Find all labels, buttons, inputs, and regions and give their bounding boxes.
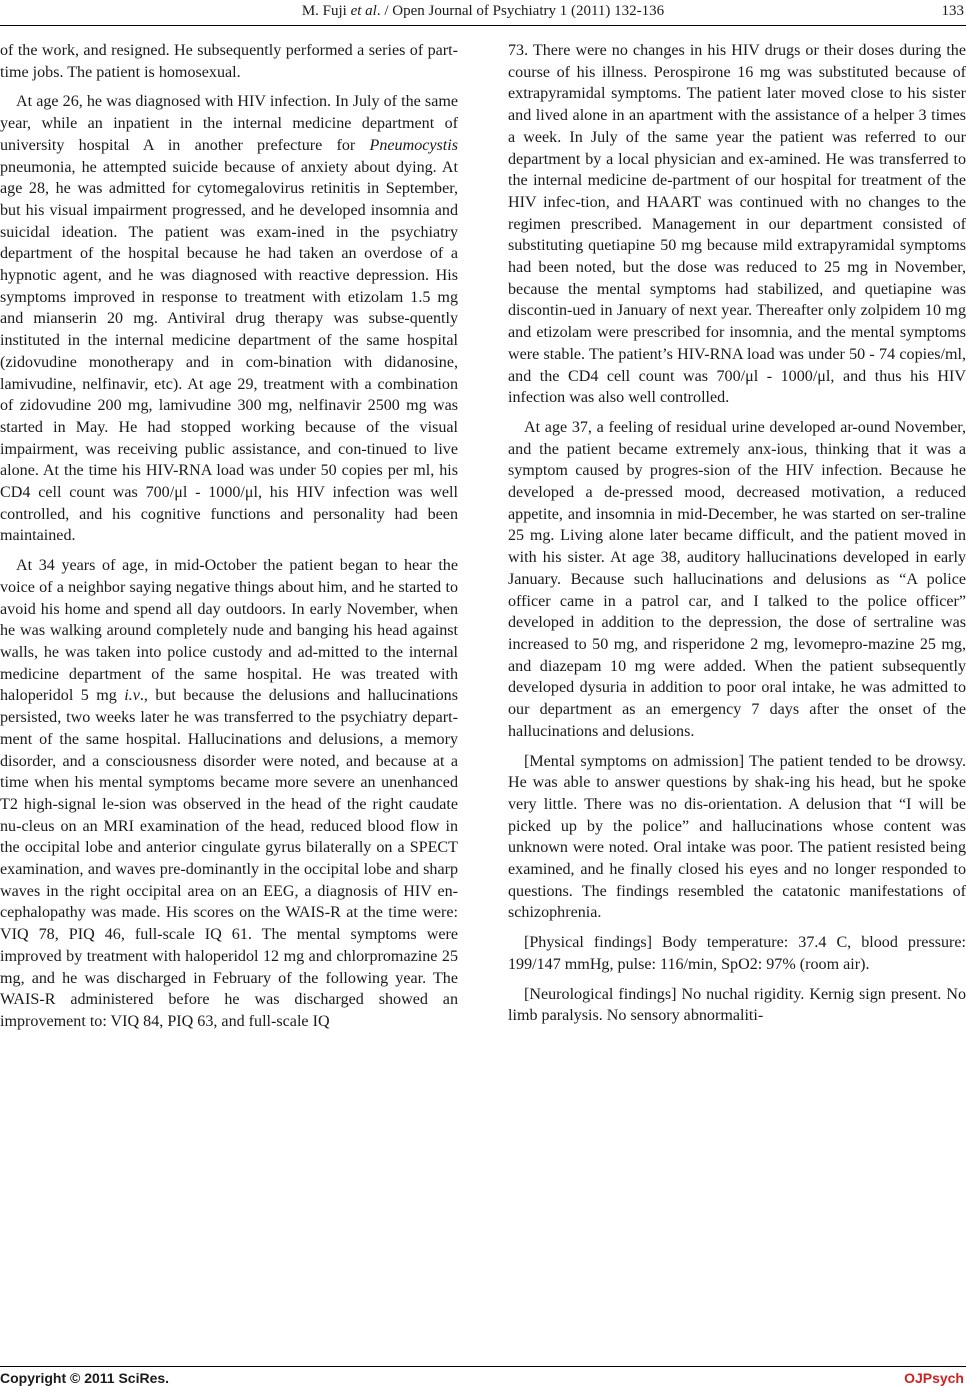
paragraph-neurological-findings: [Neurological findings] No nuchal rigidity. Kernig sign present. No limb paralysis. No sensory abnormaliti-	[508, 985, 966, 1025]
paragraph-mental-symptoms: [Mental symptoms on admission] The patient tended to be drowsy. He was able to answer questions by shak-ing his head, but he spoke very little. There was no dis-orientation. A delusion that “I will be picked up by the police” and hallucinations whose content was unknown were noted. Oral intake was poor. The patient resisted being examined, and he finally closed his eyes and no longer responded to questions. The findings resembled the catatonic manifestations of schizophrenia.	[508, 752, 966, 922]
header-rule	[0, 25, 966, 26]
right-column	[508, 40, 966, 1035]
footer-rule	[0, 1366, 966, 1367]
paragraph: 73. There were no changes in his HIV drugs or their doses during the course of his illness. Perospirone 16 mg was substituted because of extrapyramidal symptoms. The patient later moved close to his sister and lived alone in an apartment with the assistance of a helper 3 times a week. In July of the same year the patient was referred to our department by a local physician and ex-amined. He was transferred to the internal medicine de-partment of our hospital for treatment of the HIV infec-tion, and HAART was continued with no changes to the regimen prescribed. Management in our department consisted of substituting quetiapine 50 mg because mild extrapyramidal symptoms had been noted, but the dose was reduced to 25 mg in November, because the mental symptoms had stabilized, and quetiapine was discontin-ued in January of next year. Thereafter only zolpidem 10 mg and etizolam were prescribed for insomnia, and the mental symptoms were stable. The patient’s HIV-RNA load was under 50 - 74 copies/ml, and the CD4 cell count was 700/μl - 1000/μl, and thus his HIV infection was also well controlled.	[508, 42, 966, 407]
page-number: 133	[941, 3, 964, 19]
running-header	[0, 0, 966, 26]
paragraph: At age 26, he was diagnosed with HIV infection. In July of the same year, while an inpatient in the internal medicine department of university hospital A in another prefecture for Pneumocystis pneumonia, he attempted suicide because of anxiety about dying. At age 28, he was admitted for cytomegalovirus retinitis in September, but his visual impairment progressed, and he developed insomnia and suicidal ideation. The patient was exam-ined in the psychiatry department of the hospital because he had taken an overdose of a hypnotic agent, and he was diagnosed with reactive depression. His symptoms improved in response to treatment with etizolam 1.5 mg and mianserin 20 mg. Antiviral drug therapy was subse-quently instituted in the internal medicine department of the same hospital (zidovudine monotherapy and in com-bination with didanosine, lamivudine, nelfinavir, etc). At age 29, treatment with a combination of zidovudine 200 mg, lamivudine 300 mg, nelfinavir 2500 mg was started in May. He had stopped working because of the visual impairment, was receiving public assistance, and con-tinued to live alone. At the time his HIV-RNA load was under 50 copies per ml, his CD4 cell count was 700/μl - 1000/μl, his HIV infection was well controlled, and his cognitive functions and personality had been maintained.	[0, 93, 458, 545]
journal-abbreviation: OJPsych	[904, 1370, 964, 1386]
paragraph: of the work, and resigned. He subsequently performed a series of part-time jobs. The patient is homosexual.	[0, 42, 458, 81]
left-column	[0, 40, 458, 1041]
paragraph: At 34 years of age, in mid-October the patient began to hear the voice of a neighbor saying negative things about him, and he started to avoid his home and spend all day outdoors. In early November, when he was walking around completely nude and banging his head against walls, he was taken into police custody and ad-mitted to the internal medicine department of the same hospital. He was treated with haloperidol 5 mg i.v., but because the delusions and hallucinations persisted, two weeks later he was transferred to the psychiatry depart-ment of the same hospital. Hallucinations and delusions, a memory disorder, and a consciousness disorder were noted, and because at a time when his mental symptoms became more severe an unenhanced T2 high-signal le-sion was observed in the head of the right caudate nu-cleus on an MRI examination of the head, reduced blood flow in the occipital lobe and anterior cingulate gyrus bilaterally on a SPECT examination, and waves pre-dominantly in the occipital lobe and sharp waves in the right occipital area on an EEG, a diagnosis of HIV en-cephalopathy was made. His scores on the WAIS-R at the time were: VIQ 78, PIQ 46, full-scale IQ 61. The mental symptoms were improved by treatment with haloperidol 12 mg and chlorpromazine 25 mg, and he was discharged in February of the following year. The WAIS-R administered before he was discharged showed an improvement to: VIQ 84, PIQ 63, and full-scale IQ	[0, 557, 458, 1030]
paragraph-physical-findings: [Physical findings] Body temperature: 37.4 C, blood pressure: 199/147 mmHg, pulse: 116/min, SpO2: 97% (room air).	[508, 934, 966, 973]
copyright-notice: Copyright © 2011 SciRes.	[0, 1370, 170, 1386]
running-citation: M. Fuji et al. / Open Journal of Psychiatry 1 (2011) 132-136	[301, 3, 665, 19]
paragraph: At age 37, a feeling of residual urine developed ar-ound November, and the patient became extremely anx-ious, thinking that it was a symptom caused by progres-sion of the HIV infection. Because he developed a de-pressed mood, decreased motivation, a reduced appetite, and insomnia in mid-December, he was started on ser-traline 25 mg. Living alone later became difficult, and the patient moved in with his sister. At age 38, auditory hallucinations developed in early January. Because such hallucinations and delusions as “A police officer came in a patrol car, and I talked to the police officer” developed in addition to the depression, the dose of sertraline was increased to 50 mg, and risperidone 2 mg, levomepro-mazine 25 mg, and diazepam 10 mg were added. When the patient subsequently developed dysuria in addition to poor oral intake, he was admitted to our department as an emergency 7 days after the onset of the hallucinations and delusions.	[508, 418, 966, 740]
page-footer	[0, 1366, 966, 1386]
